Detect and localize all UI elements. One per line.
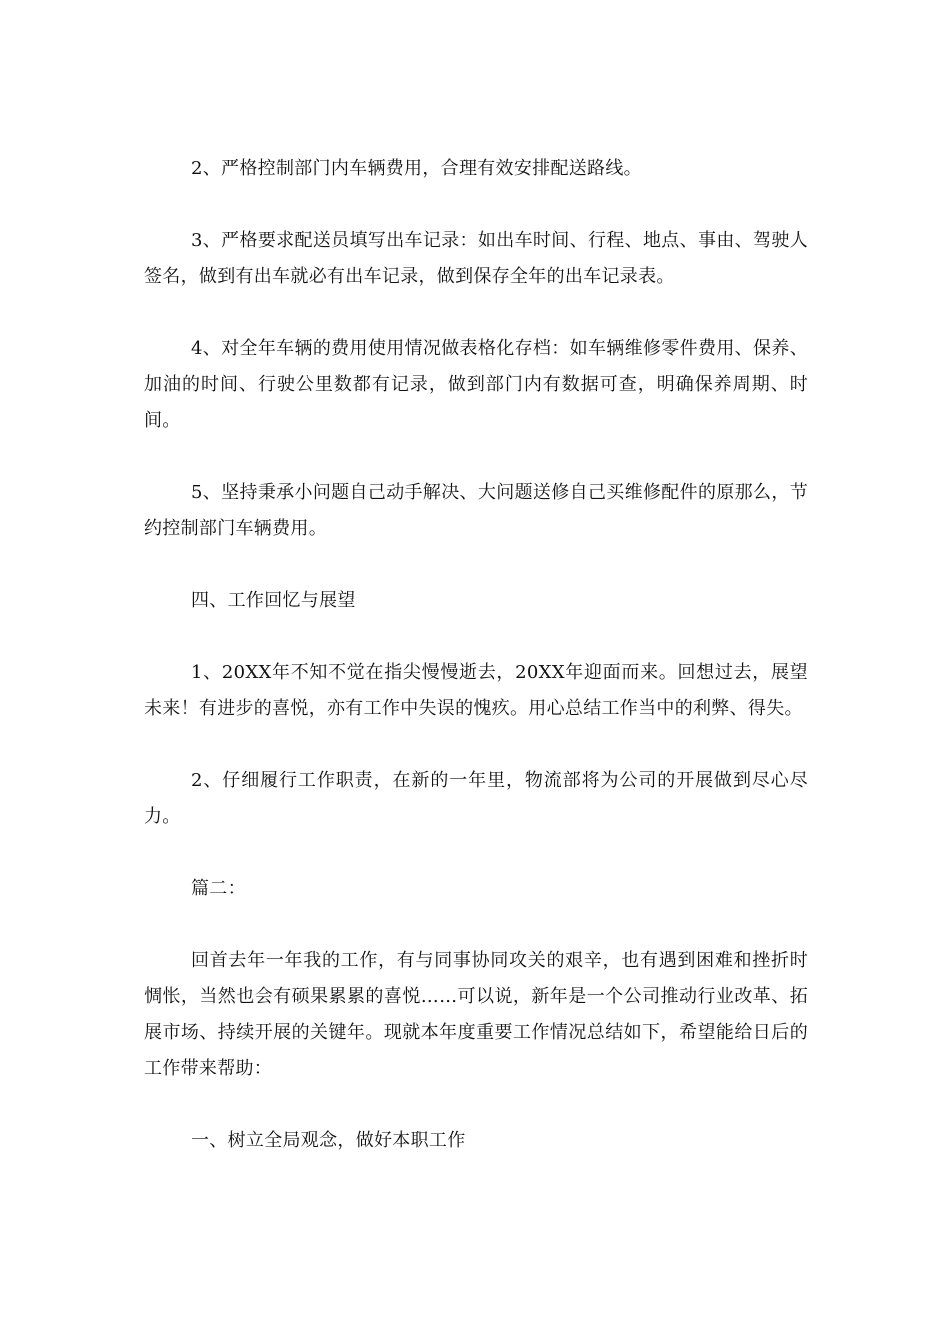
paragraph-item-2: 2、严格控制部门内车辆费用，合理有效安排配送路线。: [191, 158, 642, 179]
part-two-heading: 篇二：: [191, 878, 246, 899]
paragraph-review-2: 2、仔细履行工作职责，在新的一年里，物流部将为公司的开展做到尽心尽力。: [144, 770, 808, 827]
paragraph-intro: 回首去年一年我的工作，有与同事协同攻关的艰辛，也有遇到困难和挫折时惆怅，当然也会有硕果累累的喜悦……可以说，新年是一个公司推动行业改革、拓展市场、持续开展的关键年。现就本年度重要工作情况总结如下，希望能给日后的工作带来帮助：: [144, 950, 808, 1079]
paragraph-review-1: 1、20XX年不知不觉在指尖慢慢逝去，20XX年迎面而来。回想过去，展望未来！有进步的喜悦，亦有工作中失误的愧疚。用心总结工作当中的利弊、得失。: [144, 662, 808, 719]
paragraph-item-5: 5、坚持秉承小问题自己动手解决、大问题送修自己买维修配件的原那么，节约控制部门车辆费用。: [144, 482, 808, 539]
section-heading-one: 一、树立全局观念，做好本职工作: [191, 1130, 466, 1151]
paragraph-item-3: 3、严格要求配送员填写出车记录：如出车时间、行程、地点、事由、驾驶人签名，做到有出车就必有出车记录，做到保存全年的出车记录表。: [144, 230, 808, 287]
paragraph-item-4: 4、对全年车辆的费用使用情况做表格化存档：如车辆维修零件费用、保养、加油的时间、行驶公里数都有记录，做到部门内有数据可查，明确保养周期、时间。: [144, 338, 808, 431]
document-body: [144, 151, 808, 1195]
section-heading-review: 四、工作回忆与展望: [191, 590, 356, 611]
